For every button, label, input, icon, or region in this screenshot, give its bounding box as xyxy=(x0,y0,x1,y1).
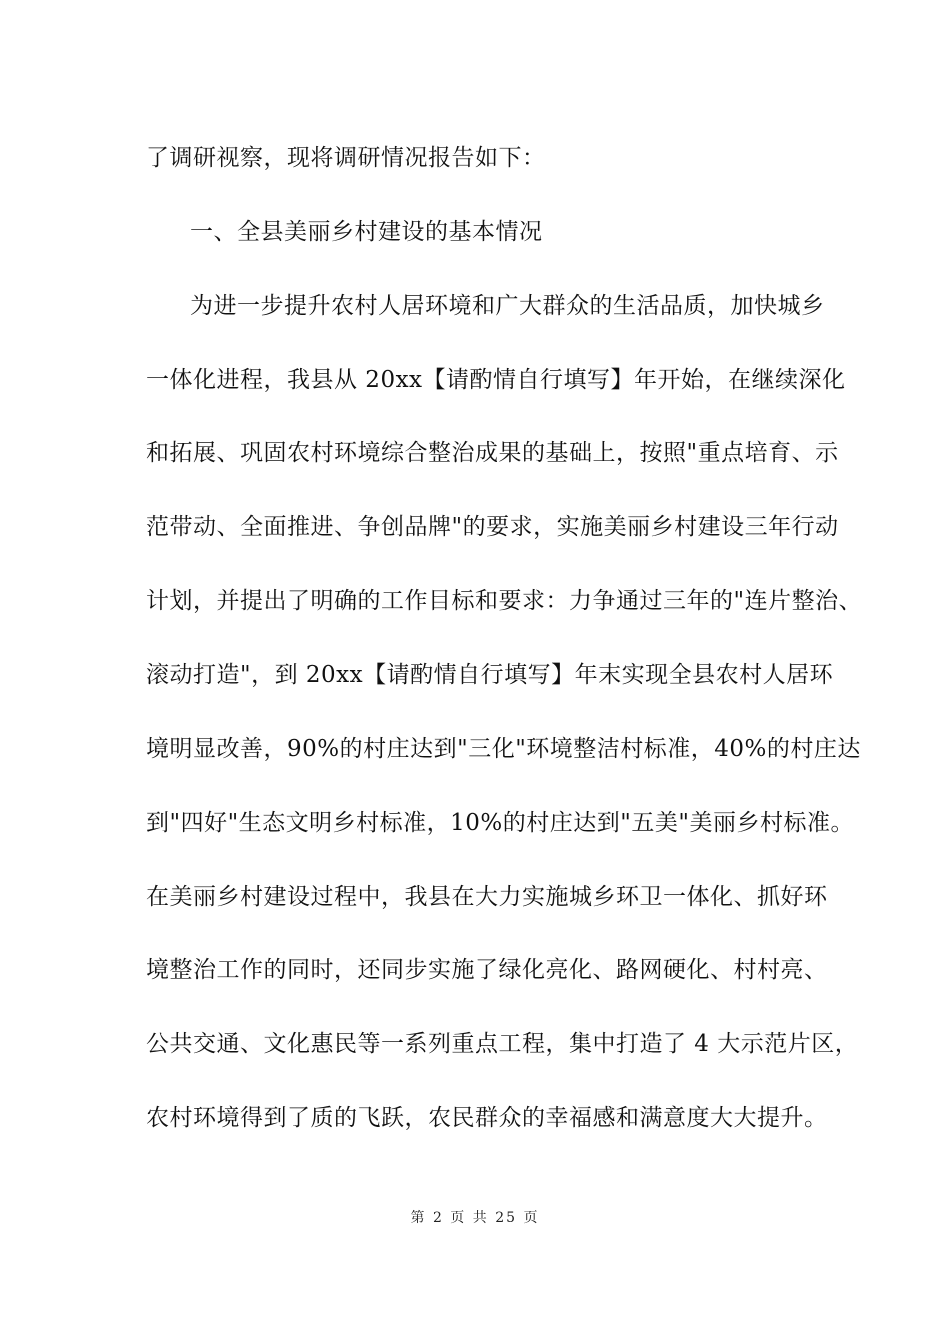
text-line: 在美丽乡村建设过程中，我县在大力实施城乡环卫一体化、抓好环 xyxy=(146,884,828,910)
text-line: 和拓展、巩固农村环境综合整治成果的基础上，按照"重点培育、示 xyxy=(146,440,839,466)
text-line: 范带动、全面推进、争创品牌"的要求，实施美丽乡村建设三年行动 xyxy=(146,514,839,540)
text-line: 计划，并提出了明确的工作目标和要求：力争通过三年的"连片整治、 xyxy=(146,588,863,614)
text-line: 到"四好"生态文明乡村标准，10%的村庄达到"五美"美丽乡村标准。 xyxy=(146,810,854,836)
text-line: 境明显改善，90%的村庄达到"三化"环境整洁村标准，40%的村庄达 xyxy=(146,736,861,762)
text-line: 农村环境得到了质的飞跃，农民群众的幸福感和满意度大大提升。 xyxy=(146,1105,828,1131)
text-line: 境整治工作的同时，还同步实施了绿化亮化、路网硬化、村村亮、 xyxy=(146,957,828,983)
text-line: 了调研视察，现将调研情况报告如下： xyxy=(146,145,546,171)
text-line: 为进一步提升农村人居环境和广大群众的生活品质，加快城乡 xyxy=(190,293,825,319)
text-line: 滚动打造"，到 20xx【请酌情自行填写】年末实现全县农村人居环 xyxy=(146,662,834,688)
text-line: 公共交通、文化惠民等一系列重点工程，集中打造了 4 大示范片区， xyxy=(146,1031,859,1057)
text-line: 一体化进程，我县从 20xx【请酌情自行填写】年开始，在继续深化 xyxy=(146,367,846,393)
page-number: 第 2 页 共 25 页 xyxy=(410,1210,540,1226)
section-heading: 一、全县美丽乡村建设的基本情况 xyxy=(190,219,543,245)
